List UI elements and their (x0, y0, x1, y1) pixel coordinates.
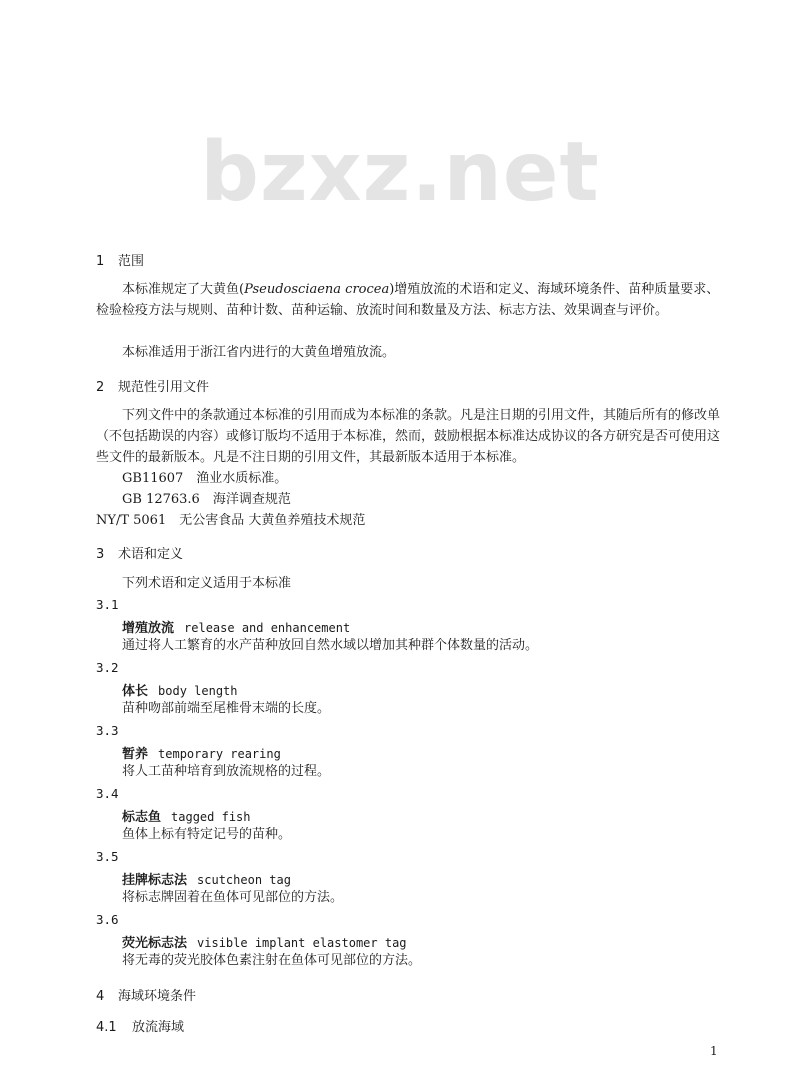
term-en: release and enhancement (184, 621, 351, 635)
term-zh: 挂牌标志法 (122, 873, 188, 888)
section-1-heading (96, 250, 144, 269)
term-definition: 苗种吻部前端至尾椎骨末端的长度。 (122, 701, 331, 716)
term-zh: 暂养 (122, 747, 149, 762)
section-2-heading (96, 376, 209, 395)
term-zh: 增殖放流 (122, 621, 175, 636)
term-number: 3.3 (96, 723, 119, 738)
term-definition: 将标志牌固着在鱼体可见部位的方法。 (122, 890, 344, 905)
section-number: 2 (96, 380, 105, 395)
term-en: body length (158, 684, 238, 698)
section-number: 1 (96, 254, 105, 269)
section-3-intro: 下列术语和定义适用于本标准 (122, 576, 292, 591)
section-1-paragraph-2: 本标准适用于浙江省内进行的大黄鱼增殖放流。 (122, 345, 396, 360)
section-1-paragraph-1 (96, 279, 724, 321)
term-en: temporary rearing (158, 747, 281, 761)
section-title: 海域环境条件 (118, 989, 197, 1004)
latin-name: Pseudosciaena crocea (244, 282, 390, 297)
section-2-paragraph-1: 下列文件中的条款通过本标准的引用而成为本标准的条款。凡是注日期的引用文件，其随后所有的修改单（不包括勘误的内容）或修订版均不适用于本标准，然而，鼓励根据本标准达成协议的各方研究是否可使用这些文件的最新版本。凡是不注日期的引用文件，其最新版本适用于本标准。 (96, 408, 721, 465)
term-heading (122, 932, 407, 951)
term-number: 3.5 (96, 849, 119, 864)
section-number: 4 (96, 989, 105, 1004)
watermark: bzxz.net (200, 125, 600, 220)
section-3-heading (96, 543, 183, 562)
page-number: 1 (710, 1044, 718, 1058)
term-heading (122, 617, 350, 636)
section-title: 范围 (118, 254, 145, 269)
term-heading (122, 743, 281, 762)
subsection-4-1-heading (96, 1016, 184, 1035)
term-definition: 鱼体上标有特定记号的苗种。 (122, 827, 292, 842)
term-en: scutcheon tag (197, 873, 291, 887)
reference-item: GB11607 渔业水质标准。 (122, 471, 288, 486)
text-run: 本标准规定了大黄鱼( (122, 282, 245, 297)
term-zh: 荧光标志法 (122, 936, 188, 951)
term-number: 3.1 (96, 597, 119, 612)
section-4-heading (96, 985, 196, 1004)
term-heading (122, 680, 238, 699)
term-heading (122, 806, 251, 825)
term-number: 3.2 (96, 660, 119, 675)
section-title: 术语和定义 (118, 547, 184, 562)
reference-item: GB 12763.6 海洋调查规范 (122, 492, 291, 507)
term-en: tagged fish (171, 810, 251, 824)
text-run: )增殖放流的术语和定义、海域环境条件、苗种质量要求、检验检疫方法与规则、苗种计数、苗种运输、放流时间和数量及方法、标志方法、效果调查与评价。 (96, 282, 720, 318)
term-en: visible implant elastomer tag (197, 936, 407, 950)
section-number: 3 (96, 547, 105, 562)
term-definition: 通过将人工繁育的水产苗种放回自然水域以增加其种群个体数量的活动。 (122, 638, 539, 653)
section-title: 规范性引用文件 (118, 380, 210, 395)
term-number: 3.6 (96, 912, 119, 927)
term-zh: 标志鱼 (122, 810, 162, 825)
term-zh: 体长 (122, 684, 149, 699)
subsection-number: 4.1 (96, 1020, 117, 1035)
reference-item: NY/T 5061 无公害食品 大黄鱼养殖技术规范 (96, 513, 366, 528)
term-number: 3.4 (96, 786, 119, 801)
term-heading (122, 869, 291, 888)
term-definition: 将无毒的荧光胶体色素注射在鱼体可见部位的方法。 (122, 953, 422, 968)
subsection-title: 放流海域 (132, 1020, 185, 1035)
term-definition: 将人工苗种培育到放流规格的过程。 (122, 764, 331, 779)
